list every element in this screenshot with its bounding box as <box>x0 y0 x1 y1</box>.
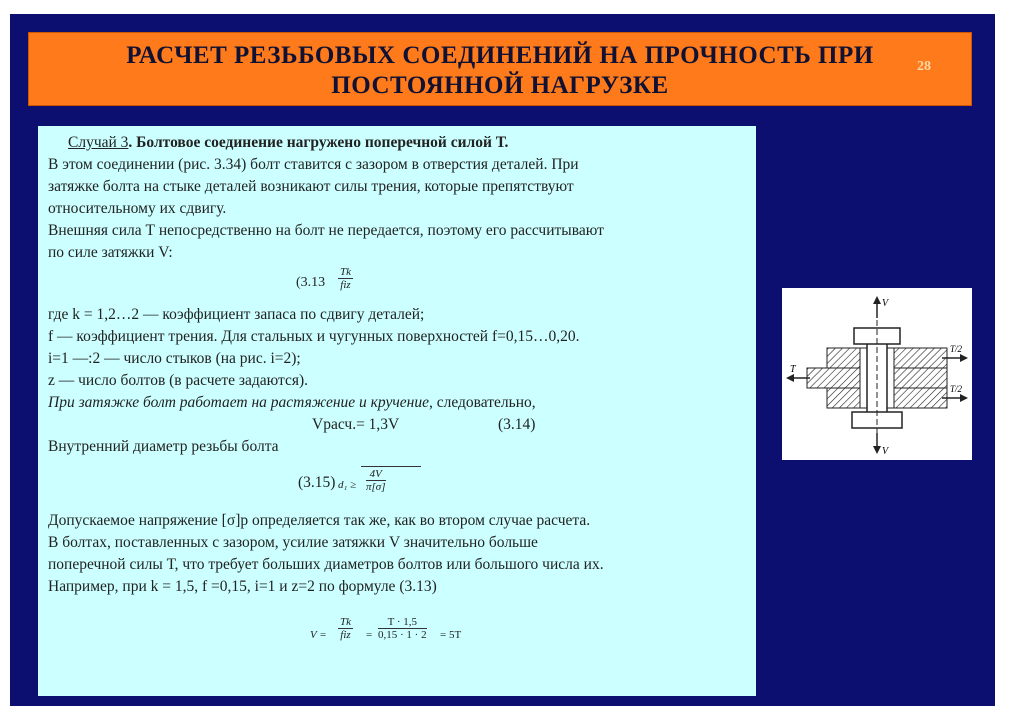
formula-label: (3.14) <box>498 416 536 433</box>
text-rest: , следовательно, <box>428 394 536 411</box>
formula-fraction <box>338 616 353 641</box>
text-line: по силе затяжки V: <box>48 244 173 261</box>
equals-sign: = <box>366 629 373 641</box>
slide-content <box>48 132 748 658</box>
formula-final <box>48 598 748 658</box>
formula-3-13 <box>48 264 748 304</box>
formula-fraction <box>338 266 353 291</box>
title-line-2: ПОСТОЯННОЙ НАГРУЗКЕ <box>331 72 669 99</box>
t-arrowhead <box>786 374 794 382</box>
text-line: поперечной силы Т, что требует больших диаметров болтов или большого числа их. <box>48 556 604 573</box>
slide-title <box>29 41 971 101</box>
text-line: i=1 —:2 — число стыков (на рис. i=2); <box>48 350 301 367</box>
slide <box>10 14 995 706</box>
formula-3-14 <box>48 414 748 436</box>
formula-result: = 5T <box>440 629 462 641</box>
formula-label: (3.15) <box>298 474 336 491</box>
text-line: Внешняя сила Т непосредственно на болт не передается, поэтому его рассчитывают <box>48 222 604 239</box>
text-line: Внутренний диаметр резьбы болта <box>48 438 279 455</box>
text-line: f — коэффициент трения. Для стальных и чугунных поверхностей f=0,15…0,20. <box>48 328 580 345</box>
label-v-bottom: V <box>882 446 889 457</box>
text-line: Например, при k = 1,5, f =0,15, i=1 и z=2 по формуле (3.13) <box>48 578 437 595</box>
italic-text: При затяжке болт работает на растяжение и кручение <box>48 394 429 411</box>
fraction-numerator: Tk <box>340 266 351 278</box>
text-line: относительному их сдвигу. <box>48 200 227 217</box>
formula-fraction <box>366 468 386 493</box>
text-line: где k = 1,2…2 — коэффициент запаса по сдвигу деталей; <box>48 306 425 323</box>
case-label: Случай 3 <box>68 134 129 151</box>
text-line: Допускаемое напряжение [σ]р определяется так же, как во втором случае расчета. <box>48 512 591 529</box>
title-bar <box>28 32 972 106</box>
text-line: z — число болтов (в расчете задаются). <box>48 372 309 389</box>
fraction-denominator: π[σ] <box>366 481 386 493</box>
case-heading <box>48 132 748 154</box>
fraction-denominator: fiz <box>340 279 351 291</box>
label-t: T <box>790 364 796 375</box>
t2-arrowhead-bottom <box>960 394 968 402</box>
t2-arrowhead-top <box>960 354 968 362</box>
bolt-figure <box>782 288 972 460</box>
text-line: В болтах, поставленных с зазором, усилие затяжки V значительно больше <box>48 534 538 551</box>
label-t2-top: T/2 <box>950 344 963 354</box>
fraction-denominator: fiz <box>340 629 351 641</box>
text-line: В этом соединении (рис. 3.34) болт ставится с зазором в отверстия деталей. При <box>48 156 579 173</box>
formula-expr: d₁ ≥ <box>338 479 357 491</box>
fraction-numerator: T · 1,5 <box>378 616 427 629</box>
v-arrowhead-bottom <box>873 446 881 454</box>
fraction-denominator: 0,15 · 1 · 2 <box>378 629 427 641</box>
formula-vcalc: Vрасч.= 1,3V <box>312 416 400 433</box>
formula-3-15 <box>48 458 748 510</box>
label-t2-bottom: T/2 <box>950 384 963 394</box>
label-v-top: V <box>882 298 889 309</box>
page-number: 28 <box>917 59 931 74</box>
formula-label: (3.13 <box>296 275 326 290</box>
fraction-numerator: 4V <box>366 468 386 481</box>
fraction-numerator: Tk <box>340 616 351 628</box>
formula-fraction <box>378 616 427 641</box>
text-line-italic <box>48 392 748 414</box>
bolt-joint-diagram <box>782 288 972 460</box>
case-heading-text: . Болтовое соединение нагружено поперечной силой Т. <box>128 134 509 151</box>
v-arrowhead-top <box>873 296 881 304</box>
text-line: затяжке болта на стыке деталей возникают силы трения, которые препятствуют <box>48 178 574 195</box>
title-line-1: РАСЧЕТ РЕЗЬБОВЫХ СОЕДИНЕНИЙ НА ПРОЧНОСТЬ ПРИ <box>126 42 874 69</box>
formula-v: V = <box>310 629 327 641</box>
text-panel <box>38 126 756 696</box>
